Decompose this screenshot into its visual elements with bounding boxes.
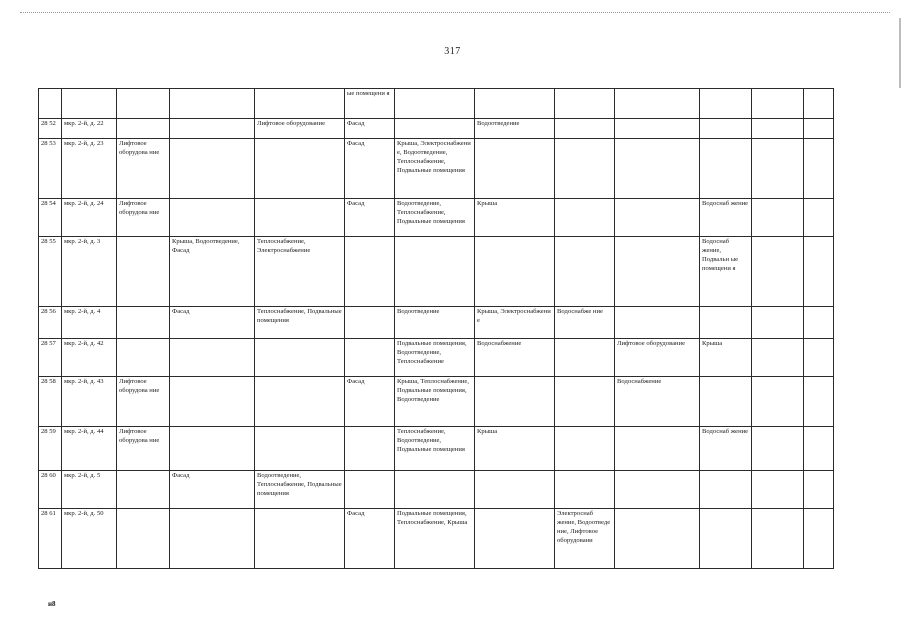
table-row [39,377,834,427]
work-cell [117,339,170,377]
work-cell: Водоотведение [395,307,475,339]
work-cell [752,139,804,199]
work-cell: Фасад [345,119,395,139]
work-cell: Крыша [475,199,555,237]
work-cell [804,471,834,509]
work-cell [804,119,834,139]
work-cell [255,377,345,427]
work-cell [117,307,170,339]
work-cell [170,119,255,139]
work-cell [345,339,395,377]
work-cell [700,139,752,199]
row-number-cell [39,89,62,119]
work-cell: Фасад [345,199,395,237]
work-cell: Фасад [345,377,395,427]
work-cell [555,339,615,377]
work-cell: Водоснаб жение [700,199,752,237]
work-cell [345,427,395,471]
work-cell: Лифтовое оборудование [255,119,345,139]
row-number-cell: 28 55 [39,237,62,307]
work-cell [170,139,255,199]
work-cell [255,509,345,569]
work-cell: Водоотведение, Теплоснабжение, Подвальные помещения [255,471,345,509]
work-cell: Лифтовое оборудова ние [117,377,170,427]
work-cell: Теплоснабжение, Водоотведение, Подвальные помещения [395,427,475,471]
work-cell: Лифтовое оборудова ние [117,427,170,471]
work-cell [117,509,170,569]
work-cell: Подвальные помещения, Теплоснабжение, Крыша [395,509,475,569]
work-cell [170,339,255,377]
work-cell: Подвальные помещения, Водоотведение, Теплоснабжение [395,339,475,377]
work-cell [700,509,752,569]
work-cell [804,199,834,237]
work-cell: Водоснабжение [615,377,700,427]
work-cell [555,471,615,509]
address-cell: мкр. 2-й, д. 43 [62,377,117,427]
work-cell [752,427,804,471]
table-row [39,199,834,237]
work-cell [804,237,834,307]
work-cell [555,237,615,307]
address-cell: мкр. 2-й, д. 42 [62,339,117,377]
work-cell [804,427,834,471]
work-cell [804,377,834,427]
row-number-cell: 28 60 [39,471,62,509]
work-cell [700,89,752,119]
table-row [39,89,834,119]
work-cell: ые помещени я [345,89,395,119]
work-cell [700,307,752,339]
address-cell: мкр. 2-й, д. 23 [62,139,117,199]
work-cell: Водоснабжение [475,339,555,377]
work-cell [170,89,255,119]
row-number-cell: 28 54 [39,199,62,237]
work-cell [395,471,475,509]
row-number-cell: 28 52 [39,119,62,139]
work-cell: Электроснаб жение, Водоотведе ние, Лифтовое оборудовани [555,509,615,569]
work-cell: Водоотведение, Теплоснабжение, Подвальные помещения [395,199,475,237]
address-cell: мкр. 2-й, д. 4 [62,307,117,339]
work-cell: Лифтовое оборудова ние [117,199,170,237]
work-cell [170,509,255,569]
work-cell [555,427,615,471]
table-row [39,307,834,339]
works-table [38,88,834,569]
work-cell [804,89,834,119]
work-cell [345,237,395,307]
work-cell [117,471,170,509]
work-cell [752,199,804,237]
work-cell [555,199,615,237]
work-cell [752,307,804,339]
work-cell [752,339,804,377]
work-cell [615,471,700,509]
work-cell [475,139,555,199]
address-cell [62,89,117,119]
work-cell [615,307,700,339]
table-row [39,237,834,307]
table-row [39,119,834,139]
work-cell [615,199,700,237]
work-cell [752,237,804,307]
work-cell [255,427,345,471]
work-cell [255,199,345,237]
work-cell [615,139,700,199]
table-row [39,339,834,377]
work-cell [475,89,555,119]
work-cell [804,339,834,377]
work-cell [475,471,555,509]
work-cell [117,237,170,307]
row-number-cell: 28 58 [39,377,62,427]
work-cell: Крыша, Водоотведение, Фасад [170,237,255,307]
work-cell [615,119,700,139]
work-cell [804,307,834,339]
work-cell [345,471,395,509]
work-cell [752,509,804,569]
work-cell [700,119,752,139]
scan-edge-top [20,12,890,17]
work-cell [170,377,255,427]
row-number-cell: 28 61 [39,509,62,569]
work-cell [255,139,345,199]
work-cell [555,119,615,139]
row-number-cell: 28 53 [39,139,62,199]
address-cell: мкр. 2-й, д. 44 [62,427,117,471]
work-cell: Теплоснабжение, Подвальные помещения [255,307,345,339]
table-row [39,509,834,569]
work-cell [615,509,700,569]
work-cell [395,237,475,307]
work-cell: Фасад [345,139,395,199]
work-cell [752,89,804,119]
work-cell [615,427,700,471]
work-cell [475,237,555,307]
work-cell [255,339,345,377]
row-number-cell: 28 56 [39,307,62,339]
work-cell [117,89,170,119]
work-cell: Крыша, Электроснабжени е, Водоотведение, Теплоснабжение, Подвальные помещения [395,139,475,199]
work-cell [395,89,475,119]
work-cell [395,119,475,139]
work-cell [117,119,170,139]
footer-mark: н8 [48,600,56,608]
work-cell [170,199,255,237]
work-cell: Фасад [345,509,395,569]
work-cell [700,377,752,427]
work-cell [555,139,615,199]
address-cell: мкр. 2-й, д. 22 [62,119,117,139]
table-row [39,471,834,509]
work-cell [752,471,804,509]
page-number: 317 [444,46,461,57]
work-cell [615,89,700,119]
work-cell [615,237,700,307]
work-cell [170,427,255,471]
address-cell: мкр. 2-й, д. 5 [62,471,117,509]
work-cell [345,307,395,339]
work-cell [804,509,834,569]
work-cell: Крыша, Электроснабжени е [475,307,555,339]
work-cell: Фасад [170,471,255,509]
address-cell: мкр. 2-й, д. 24 [62,199,117,237]
row-number-cell: 28 59 [39,427,62,471]
table-row [39,427,834,471]
work-cell [804,139,834,199]
work-cell: Водоснаб жение [700,427,752,471]
work-cell [700,471,752,509]
address-cell: мкр. 2-й, д. 50 [62,509,117,569]
work-cell [555,89,615,119]
work-cell: Водоотведение [475,119,555,139]
address-cell: мкр. 2-й, д. 3 [62,237,117,307]
table-row [39,139,834,199]
work-cell [475,377,555,427]
row-number-cell: 28 57 [39,339,62,377]
work-cell: Крыша [475,427,555,471]
work-cell [255,89,345,119]
work-cell: Лифтовое оборудова ние [117,139,170,199]
work-cell: Крыша [700,339,752,377]
work-cell [752,119,804,139]
work-cell [475,509,555,569]
work-cell: Водоснабже ние [555,307,615,339]
work-cell [555,377,615,427]
work-cell: Крыша, Теплоснабжение, Подвальные помещения, Водоотведение [395,377,475,427]
work-cell: Водоснаб жение, Подвальн ые помещени я [700,237,752,307]
work-cell [752,377,804,427]
work-cell: Лифтовое оборудование [615,339,700,377]
work-cell: Фасад [170,307,255,339]
work-cell: Теплоснабжение, Электроснабжение [255,237,345,307]
